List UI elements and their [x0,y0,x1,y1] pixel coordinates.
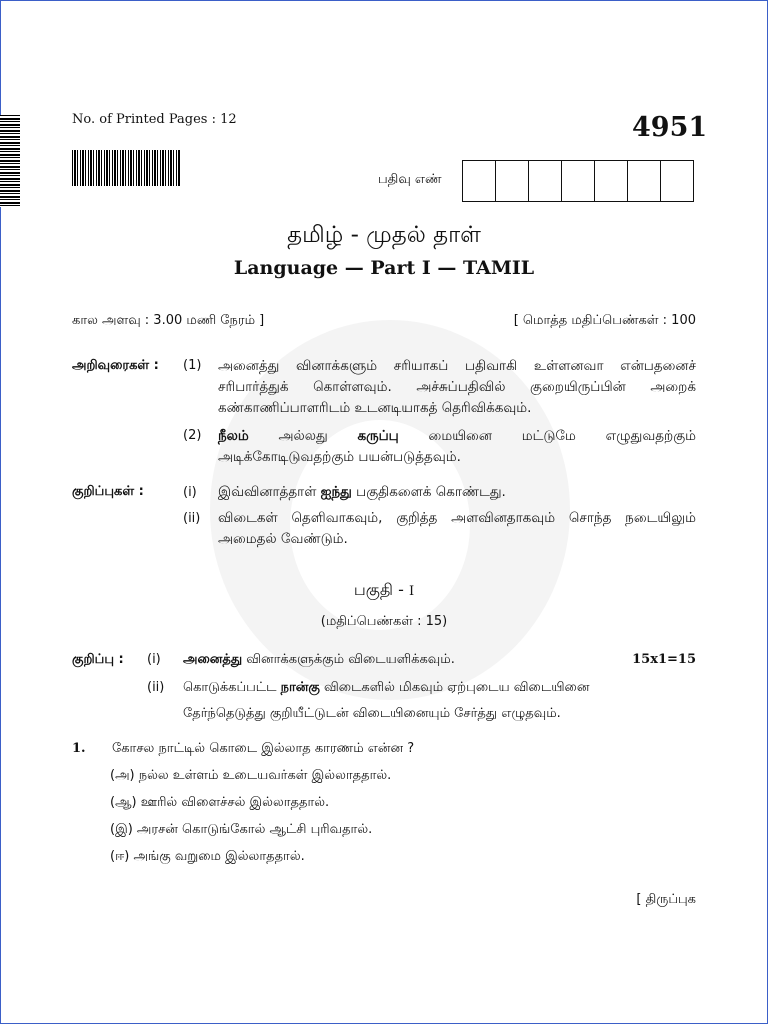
reg-box-cell[interactable] [528,160,562,202]
instruction-text [218,426,696,468]
question-text: கோசல நாட்டில் கொடை இல்லாத காரணம் என்ன ? [112,741,415,756]
reg-box-cell[interactable] [561,160,595,202]
note-text [218,482,696,503]
note-text: விடைகள் தெளிவாகவும், குறித்த அளவினதாகவும் சொந்த நடையிலும் அமைதல் வேண்டும். [218,510,696,547]
title-tamil: தமிழ் - முதல் தாள் [287,222,481,248]
section-note-text-part: வினாக்களுக்கும் விடையளிக்கவும். [242,652,455,667]
paper-code: 4951 [632,112,708,143]
exam-time: கால அளவு : 3.00 மணி நேரம் ] [72,313,265,328]
note-bold-text: ஐந்து [320,484,352,500]
instruction-bold-text: நீலம் [218,428,249,444]
question-number: 1. [72,741,86,756]
section-note-text [183,680,698,696]
section-title-roman: I [408,584,415,599]
note-text-part: இவ்வினாத்தாள் [218,484,321,500]
turn-over-label: [ திருப்புக [636,892,696,907]
instruction-bold-text: கருப்பு [357,428,399,444]
section-note-text-part: கொடுக்கப்பட்ட [183,680,281,695]
section-note-text [183,652,455,668]
printed-pages: No. of Printed Pages : 12 [72,112,237,127]
question-option: (ஆ) ஊரில் விளைச்சல் இல்லாததால். [110,795,330,810]
reg-box-cell[interactable] [660,160,694,202]
note-text-part: பகுதிகளைக் கொண்டது. [351,484,506,500]
reg-box-cell[interactable] [495,160,529,202]
question-option: (இ) அரசன் கொடுங்கோல் ஆட்சி புரிவதால். [110,822,373,837]
section-title-tamil: பகுதி - [353,580,404,599]
section-note-text-line2: தேர்ந்தெடுத்து குறியீட்டுடன் விடையினையும் சேர்த்து எழுதவும். [183,706,561,721]
section-note-bold: அனைத்து [183,652,243,667]
section-note-num: (ii) [147,680,165,695]
reg-box-cell[interactable] [462,160,496,202]
instruction-text: அனைத்து வினாக்களும் சரியாகப் பதிவாகி உள்ளனவா என்பதனைச் சரிபார்த்துக் கொள்ளவும். அச்சுப்பதிவில் குறையிருப்பின் அறைக் கண்காணிப்பாளரிடம் உடனடியாகத் தெரிவிக்கவும். [218,358,696,416]
instruction-num: (1) [183,358,202,373]
reg-label: பதிவு எண் [378,172,442,187]
instruction-text-part: மையினை மட்டுமே எழுதுவதற்கும் அடிக்கோடிடுவதற்கும் பயன்படுத்தவும். [218,428,696,465]
reg-box-cell[interactable] [627,160,661,202]
instructions-label: அறிவுரைகள் : [72,358,159,373]
title-english: Language — Part I — TAMIL [233,257,535,279]
section-marks-formula: 15x1=15 [632,652,696,667]
barcode-icon [72,150,180,186]
reg-box-cell[interactable] [594,160,628,202]
instruction-text-part: அல்லது [248,428,358,444]
section-note-bold: நான்கு [280,680,320,695]
note-num: (ii) [183,511,201,526]
section-note-num: (i) [147,652,161,667]
notes-label: குறிப்புகள் : [72,484,144,499]
question-option: (அ) நல்ல உள்ளம் உடையவர்கள் இல்லாததால். [110,768,392,783]
exam-marks: [ மொத்த மதிப்பெண்கள் : 100 [513,313,696,328]
registration-number-boxes [463,160,694,202]
side-barcode-icon [0,115,20,207]
section-marks: (மதிப்பெண்கள் : 15) [320,614,448,629]
instruction-num: (2) [183,428,202,443]
section-note-text-part: விடைகளில் மிகவும் ஏற்புடைய விடையினை [319,680,590,695]
section-title [0,580,768,601]
section-note-label: குறிப்பு : [72,652,124,667]
question-option: (ஈ) அங்கு வறுமை இல்லாததால். [110,849,305,864]
note-num: (i) [183,485,197,500]
